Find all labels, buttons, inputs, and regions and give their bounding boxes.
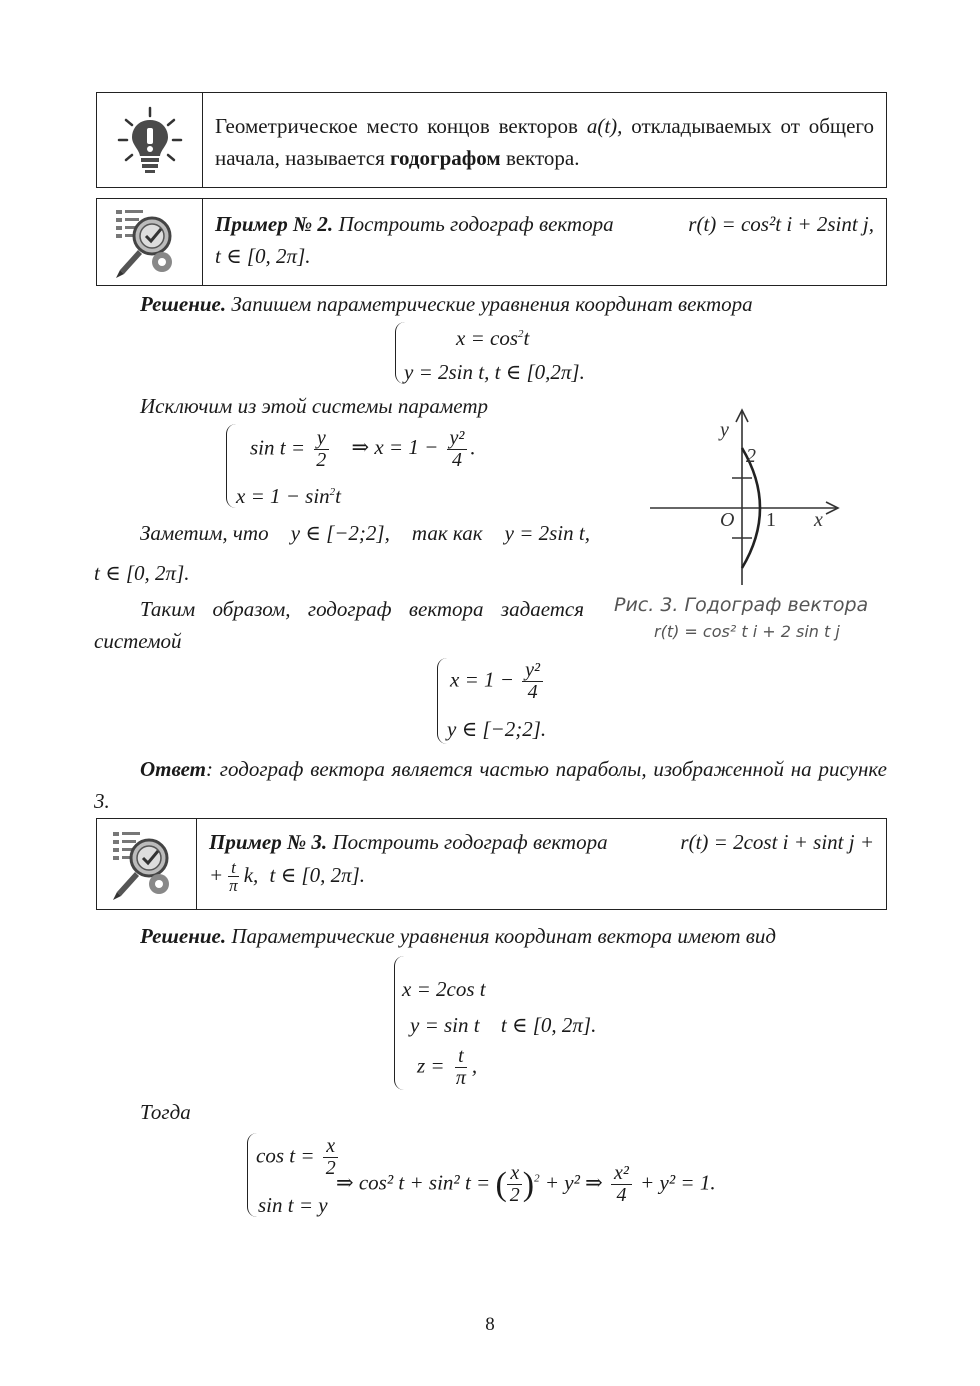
checklist-magnifier-icon	[97, 199, 203, 285]
answer-label: Ответ	[140, 757, 207, 781]
vector-a: a(t),	[586, 114, 623, 138]
sys2-line2: $x = 1 - \sin^2t$	[236, 484, 342, 508]
definition-text: Геометрическое место концов векторов a(t), откладываемых от общего начала, называется годографом вектора.	[215, 114, 875, 170]
label-y: y	[720, 419, 729, 441]
sys1-line1: $x = \cos^2t$	[456, 326, 530, 350]
example3-title: Пример № 3.	[209, 830, 328, 854]
solution3-intro: Решение. Параметрические уравнения координат вектора имеют вид	[140, 924, 777, 948]
label-origin: O	[720, 509, 735, 531]
example2-text: Пример № 2. Построить годограф вектора r(t) = cos²t i + 2sint j, t ∈ [0, 2π].	[203, 199, 886, 285]
exclude-text: Исключим из этой системы параметр	[140, 394, 489, 418]
sys1-line2: y = 2sin t, t ∈ [0,2π].	[404, 360, 585, 384]
example2-range: t ∈ [0, 2π].	[215, 243, 311, 268]
brace	[226, 424, 236, 508]
label-x: x	[814, 509, 823, 531]
example3-formula: r(t) = 2cost i + sint j +	[680, 830, 874, 854]
answer-text: Ответ: годограф вектора является частью параболы, изображенной на рисунке 3.	[94, 757, 887, 813]
example3-box	[96, 818, 887, 910]
note-range: t ∈ [0, 2π].	[94, 561, 190, 585]
checklist-magnifier-icon	[97, 819, 197, 909]
brace	[437, 658, 447, 744]
sys4-line2: y = sin t t ∈ [0, 2π].	[410, 1013, 597, 1037]
figure-caption: Рис. 3. Годограф вектора	[614, 594, 869, 616]
page-number: 8	[485, 1314, 495, 1335]
label-1: 1	[766, 509, 776, 531]
figure-3	[612, 400, 882, 650]
then-text: Тогда	[140, 1100, 191, 1124]
example2-title: Пример № 2.	[215, 212, 334, 236]
definition-box	[96, 92, 887, 188]
figure-caption-formula: r(t) = cos² t i + 2 sin t j	[654, 622, 840, 641]
hodograph-plot	[612, 400, 882, 590]
example3-line2: + $\frac{t}{\pi}$ k, t ∈ [0, 2π].	[209, 857, 366, 896]
solution2-intro: Решение. Запишем параметрические уравнения координат вектора	[140, 292, 753, 316]
sys3-line1: x = 1 − $\frac{\text{y²}}{4}$	[450, 660, 546, 703]
term-godograph: годографом	[390, 145, 501, 170]
sys4-line1: x = 2cos t	[402, 977, 486, 1001]
example3-text: Пример № 3. Построить годограф вектора r(t) = 2cost i + sint j + + $\frac{t}{\pi}$ k, t ∈ [0, 2π].	[197, 819, 886, 909]
sys5-line2: sin t = y	[258, 1193, 328, 1217]
sys2-line1: sin t = $\frac{y}{2}$ ⇒ x = 1 − $\frac{\text{y²}}{4}$ .	[250, 427, 476, 471]
example2-box	[96, 198, 887, 286]
thus-text: Таким образом, годограф вектора задается системой	[94, 597, 584, 653]
sys5-chain: ⇒ cos² t + sin² t = ( $\frac{x}{2}$ )$^2$ + y² ⇒ $\frac{\text{x²}}{4}$ + y² = 1.	[336, 1162, 716, 1207]
note-line: Заметим, что y ∈ [−2;2], так как y = 2sin t,	[140, 521, 590, 545]
example2-formula: r(t) = cos²t i + 2sint j,	[688, 212, 874, 236]
sys5-line1: cos t = $\frac{x}{2}$	[256, 1136, 342, 1179]
lightbulb-icon	[97, 93, 203, 187]
sys4-line3: z = $\frac{t}{\pi}$ ,	[417, 1045, 478, 1089]
sys3-line2: y ∈ [−2;2].	[447, 717, 547, 741]
label-2: 2	[746, 445, 756, 467]
